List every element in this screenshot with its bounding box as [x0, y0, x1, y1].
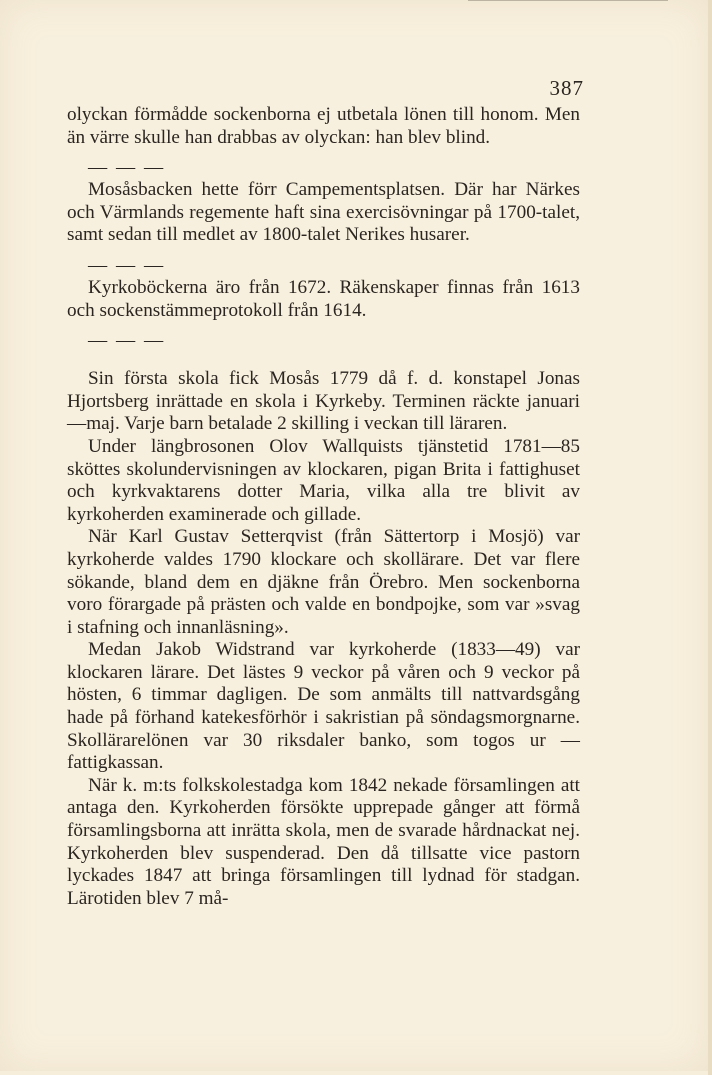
page-number: 387 [549, 76, 584, 100]
section-separator-1: — — — [88, 157, 166, 179]
section-separator-3: — — — [88, 330, 166, 352]
paragraph-5: Under längbrosonen Olov Wallquists tjänstetid 1781—85 sköttes skolundervisningen av klockaren, pigan Brita i fattighuset och kyrkvaktarens dotter Maria, vilka alla tre blivit av kyrkoherden examinerade och gillade. [67, 435, 580, 525]
section-separator-2: — — — [88, 254, 166, 276]
paragraph-4: Sin första skola fick Mosås 1779 då f. d. konstapel Jonas Hjortsberg inrättade en skola i Kyrkeby. Terminen räckte januari—maj. Varje barn betalade 2 skilling i veckan till läraren. [67, 368, 580, 435]
top-edge-line [468, 0, 668, 1]
paragraph-1: olyckan förmådde sockenborna ej utbetala lönen till honom. Men än värre skulle han drabbas av olyckan: han blev blind. [67, 104, 580, 148]
paragraph-3: Kyrkoböckerna äro från 1672. Räkenskaper finnas från 1613 och sockenstämmeprotokoll från 1614. [67, 276, 580, 321]
body-text [67, 104, 580, 910]
paragraph-8: När k. m:ts folkskolestadga kom 1842 nekade församlingen att antaga den. Kyrkoherden försökte upprepade gånger att förmå församlingsborna att inrätta skola, men de svarade hårdnackat nej. Kyrkoherden blev suspenderad. Den då tillsatte vice pastorn lyckades 1847 att bringa församlingen till lydnad för stadgan. Lärotiden blev 7 må- [67, 774, 580, 909]
paragraph-6: När Karl Gustav Setterqvist (från Sättertorp i Mosjö) var kyrkoherde valdes 1790 klockare och skollärare. Det var flere sökande, bland dem en djäkne från Örebro. Men sockenborna voro förargade på prästen och valde en bondpojke, som var »svag i stafning och innanläsning». [67, 526, 580, 638]
page-edge [708, 0, 712, 1075]
paragraph-7: Medan Jakob Widstrand var kyrkoherde (1833—49) var klockaren lärare. Det lästes 9 veckor på våren och 9 veckor på hösten, 6 timmar dagligen. De som anmälts till nattvardsgång hade på förhand katekesförhör i sakristian på söndagsmorgnarne. Skollärarelönen var 30 riksdaler banko, som togos ur — fattigkassan. [67, 639, 580, 774]
paragraph-2: Mosåsbacken hette förr Campementsplatsen. Där har Närkes och Värmlands regemente haft sina exercisövningar på 1700-talet, samt sedan till medlet av 1800-talet Nerikes husarer. [67, 179, 580, 246]
